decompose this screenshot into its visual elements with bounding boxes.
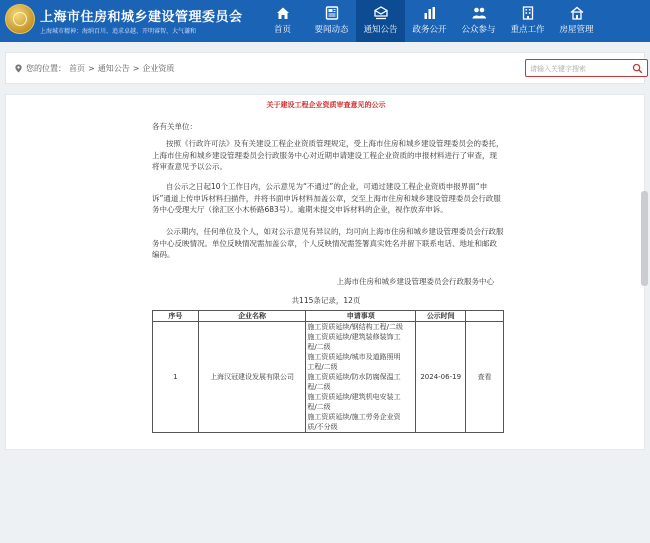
item-line: 施工资质延续/城市及道路照明 xyxy=(307,353,401,361)
house-icon xyxy=(569,5,585,21)
item-line: 程/二级 xyxy=(307,343,331,351)
record-summary: 共115条记录，12页 xyxy=(291,296,361,305)
main-nav xyxy=(258,0,601,42)
nav-item-gov-affairs[interactable] xyxy=(405,0,454,42)
col-header-items: 申请事项 xyxy=(306,311,416,322)
article-paragraph-3: 公示期内，任何单位及个人，如对公示意见有异议的，均可向上海市住房和城乡建设管理委员会行政服务中心反映情况。单位反映情况需加盖公章，个人反映情况需签署真实姓名并留下联系电话、地址和邮政编码。 xyxy=(152,227,504,259)
nav-label: 公众参与 xyxy=(461,25,496,35)
cell-items xyxy=(306,322,416,433)
nav-label: 政务公开 xyxy=(412,25,447,35)
breadcrumb-prefix: 您的位置： xyxy=(26,64,66,73)
article-title: 关于建设工程企业资质审查意见的公示 xyxy=(266,101,386,109)
building-icon xyxy=(520,5,536,21)
notice-icon xyxy=(373,5,389,21)
people-icon xyxy=(471,5,487,21)
cell-company: 上海汉冠建设发展有限公司 xyxy=(198,322,306,433)
cell-date: 2024-06-19 xyxy=(416,322,466,433)
nav-item-news[interactable] xyxy=(307,0,356,42)
col-header-company: 企业名称 xyxy=(198,311,306,322)
nav-label: 房屋管理 xyxy=(559,25,594,35)
nav-item-notices[interactable] xyxy=(356,0,405,42)
item-line: 施工资质延续/建筑机电安装工 xyxy=(307,393,401,401)
search-icon[interactable] xyxy=(632,63,643,74)
newspaper-icon xyxy=(324,5,340,21)
bar-chart-icon xyxy=(422,5,438,21)
item-line: 程/二级 xyxy=(307,383,331,391)
nav-label: 通知公告 xyxy=(363,25,398,35)
breadcrumb-item-qualification[interactable]: 企业资质 xyxy=(142,64,175,73)
view-link[interactable]: 查看 xyxy=(466,322,504,433)
item-line: 施工资质延续/防水防腐保温工 xyxy=(307,373,401,381)
breadcrumb-item-home[interactable]: 首页 xyxy=(69,64,85,73)
scrollbar[interactable] xyxy=(641,191,648,543)
breadcrumb-separator: > xyxy=(88,64,95,73)
nav-label: 要闻动态 xyxy=(314,25,349,35)
search-input[interactable] xyxy=(530,63,630,74)
article-paragraph-1: 按照《行政许可法》及有关建设工程企业资质管理规定，受上海市住房和城乡建设管理委员会的委托，上海市住房和城乡建设管理委员会行政服务中心对近期申请建设工程企业资质的申报材料进行了审查，现将审查意见予以公示。 xyxy=(152,139,504,171)
breadcrumb-item-notices[interactable]: 通知公告 xyxy=(97,64,130,73)
item-line: 施工资质延续/施工劳务企业资 xyxy=(307,413,401,421)
item-line: 施工资质延续/建筑装修装饰工 xyxy=(307,333,401,341)
nav-label: 重点工作 xyxy=(510,25,545,35)
item-line: 质/不分级 xyxy=(307,423,338,431)
article-panel xyxy=(5,94,645,450)
results-table xyxy=(152,310,504,433)
item-line: 工程/二级 xyxy=(307,363,338,371)
nav-item-housing[interactable] xyxy=(552,0,601,42)
breadcrumb-bar xyxy=(5,52,645,84)
cell-index: 1 xyxy=(153,322,199,433)
nav-item-public-participation[interactable] xyxy=(454,0,503,42)
search-box xyxy=(525,59,648,77)
col-header-index: 序号 xyxy=(153,311,199,322)
table-header-row xyxy=(153,311,504,322)
site-motto: 上海城市精神：海纳百川、追求卓越、开明睿智、大气谦和 xyxy=(40,28,197,35)
home-icon xyxy=(275,5,291,21)
item-line: 程/二级 xyxy=(307,403,331,411)
nav-item-home[interactable] xyxy=(258,0,307,42)
item-line: 施工资质延续/钢结构工程/二级 xyxy=(307,323,404,331)
article-signature: 上海市住房和城乡建设管理委员会行政服务中心 xyxy=(336,277,494,286)
location-pin-icon xyxy=(14,64,23,73)
emblem-logo-icon[interactable] xyxy=(5,4,35,34)
scrollbar-thumb[interactable] xyxy=(641,191,648,286)
article-paragraph-2: 自公示之日起10个工作日内，公示意见为“不通过”的企业，可通过建设工程企业资质申报界面“申诉”通道上传申诉材料扫描件，并将书面申诉材料加盖公章，交至上海市住房和城乡建设管理委员会行政服务中心受理大厅（徐汇区小木桥路683号）。逾期未提交申诉材料的企业，视作放弃申诉。 xyxy=(152,182,501,214)
table-row xyxy=(153,322,504,433)
col-header-action xyxy=(466,311,504,322)
site-title[interactable]: 上海市住房和城乡建设管理委员会 xyxy=(40,10,243,25)
col-header-date: 公示时间 xyxy=(416,311,466,322)
nav-label: 首页 xyxy=(273,25,291,35)
nav-item-key-work[interactable] xyxy=(503,0,552,42)
breadcrumb-separator: > xyxy=(132,64,140,73)
site-header xyxy=(0,0,650,42)
article-greeting: 各有关单位： xyxy=(152,122,197,131)
breadcrumb xyxy=(26,63,177,74)
